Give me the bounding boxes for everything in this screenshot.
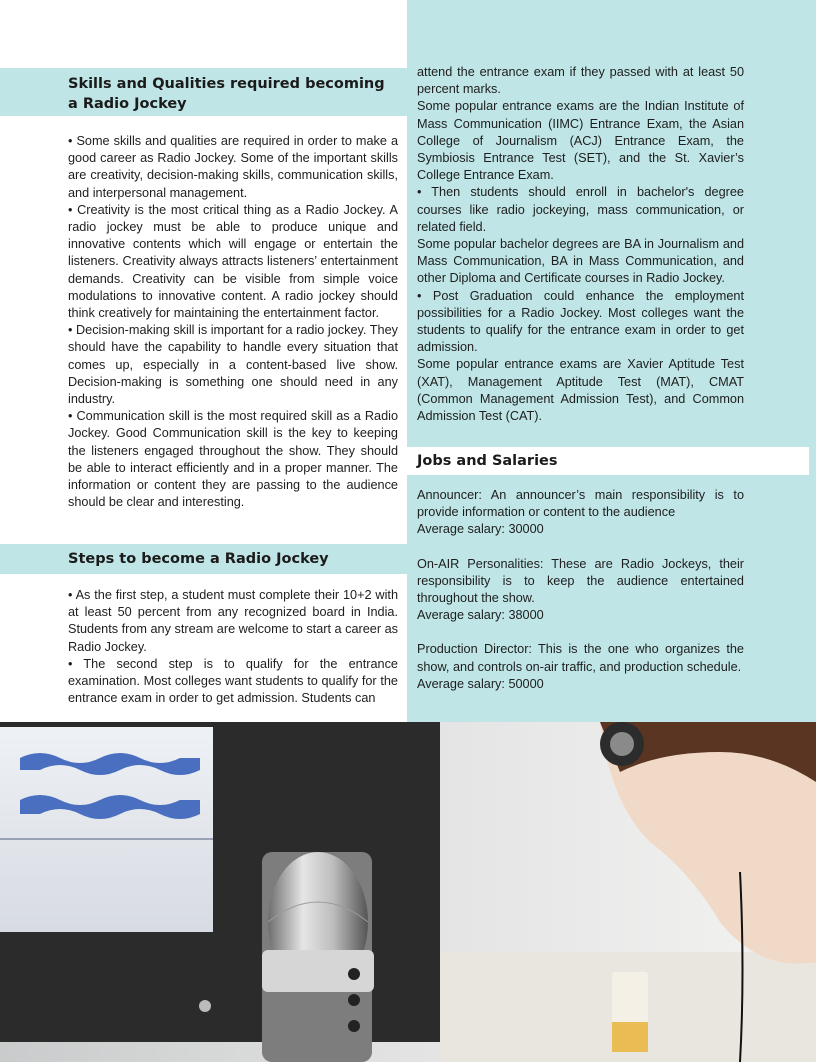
apple-logo-icon xyxy=(199,1000,211,1012)
mic-knob-icon xyxy=(348,994,360,1006)
steps-paragraph: Some popular entrance exams are the Indian Institute of Mass Communication (IIMC) Entrance Exam, the Asian College of Journalism (ACJ) Entrance Exam, the Symbiosis Entrance Test (SET), and the St. Xavier’s College Entrance Exam. xyxy=(417,99,744,183)
skills-heading: Skills and Qualities required becoming a Radio Jockey xyxy=(68,76,385,112)
steps-paragraph: • The second step is to qualify for the entrance examination. Most colleges want students to qualify for the entrance exam in order to get admission. Students can xyxy=(68,656,398,706)
job-salary: Average salary: 30000 xyxy=(417,522,544,537)
job-salary: Average salary: 38000 xyxy=(417,608,544,623)
job-salary: Average salary: 50000 xyxy=(417,676,544,691)
right-column xyxy=(417,64,744,425)
mic-knob-icon xyxy=(348,1020,360,1032)
skills-paragraph: • Some skills and qualities are required in order to make a good career as Radio Jockey. Some of the important skills are creativity, decision-making skills, communication skills, and interpersonal management. xyxy=(68,134,398,200)
jobs-section xyxy=(417,451,744,693)
studio-illustration xyxy=(0,722,816,1062)
skills-paragraph: • Creativity is the most critical thing as a Radio Jockey. A radio jockey must be able to produce unique and innovative contents which will engage or entertain the listeners. Creativity always attracts listeners’ entertainment demands. Creativity can be visible from simple voice modulations to innovative content. A radio jockey should think creatively for maintaining the entertainment factor. xyxy=(68,202,398,321)
steps-paragraph: • As the first step, a student must complete their 10+2 with at least 50 percent from any recognized board in India. Students from any stream are welcome to start a career as Radio Jockey. xyxy=(68,588,399,654)
skills-paragraph: • Communication skill is the most required skill as a Radio Jockey. Good Communication skill is the key to keeping the listeners engaged throughout the show. They should be able to interact efficiently and in a proper manner. The information or content they are passing to the audience should be clear and interesting. xyxy=(68,409,398,510)
steps-paragraph: • Then students should enroll in bachelor's degree courses like radio jockeying, mass communication, or related field. xyxy=(417,185,744,234)
steps-paragraph: Some popular entrance exams are Xavier Aptitude Test (XAT), Management Aptitude Test (MAT), CMAT (Common Management Admission Test), and Common Admission Test (CAT). xyxy=(417,357,744,424)
left-column xyxy=(68,74,398,511)
steps-paragraph: • Post Graduation could enhance the employment possibilities for a Radio Jockey. Most colleges want the students to qualify for the entrance exam in order to get admission. xyxy=(417,288,744,355)
jobs-heading: Jobs and Salaries xyxy=(417,453,558,469)
mic-knob-icon xyxy=(348,968,360,980)
job-description: Production Director: This is the one who organizes the show, and controls on-air traffic, and production schedule. xyxy=(417,642,744,674)
radio-studio-photo xyxy=(0,722,816,1062)
left-column-steps xyxy=(68,549,398,707)
steps-paragraph: Some popular bachelor degrees are BA in Journalism and Mass Communication, BA in Mass Communication, and other Diploma and Certificate courses in Radio Jockey. xyxy=(417,237,744,286)
steps-paragraph: attend the entrance exam if they passed with at least 50 percent marks. xyxy=(417,65,744,97)
job-description: On-AIR Personalities: These are Radio Jockeys, their responsibility is to keep the audience entertained throughout the show. xyxy=(417,556,744,606)
skills-paragraph: • Decision-making skill is important for a radio jockey. They should have the capability to handle every situation that comes up, especially in a content-based live show. Decision-making is something one should need in any industry. xyxy=(68,323,398,407)
steps-heading: Steps to become a Radio Jockey xyxy=(68,551,329,567)
job-description: Announcer: An announcer’s main responsibility is to provide information or content to the audience xyxy=(417,488,744,520)
